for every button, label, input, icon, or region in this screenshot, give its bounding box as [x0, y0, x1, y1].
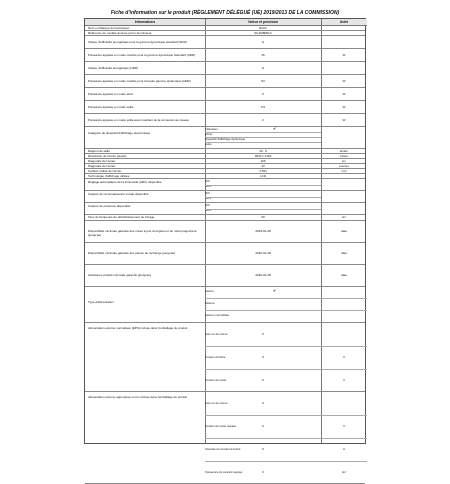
row-label: Capteur de présence disponible	[88, 204, 131, 208]
selected-check-icon: ✔	[273, 288, 277, 293]
row-value: 0	[262, 423, 264, 428]
option-label: OUI	[205, 191, 210, 195]
row-label: Alimentation externe normalisée (EPS) incluse dans l'emballage du produit	[88, 326, 188, 330]
row-value: 2029-01-28	[255, 229, 271, 233]
item-label: Tension d'entrée	[205, 354, 226, 359]
option-divider	[205, 185, 321, 186]
row-value: G	[261, 39, 265, 44]
table-row	[85, 101, 365, 114]
external-psu-group	[85, 323, 365, 392]
row-value: 0	[262, 354, 264, 359]
table-row	[85, 243, 365, 265]
option-divider	[205, 310, 367, 311]
option-label: Écran	[205, 132, 213, 136]
row-value: 109	[260, 158, 266, 163]
row-label: Diagonale de l'écran	[88, 163, 116, 168]
row-label: Type d'alimentation	[88, 300, 114, 304]
row-unit: cm²	[341, 168, 347, 173]
item-divider	[205, 461, 367, 462]
item-divider	[205, 369, 367, 370]
row-value: 0	[262, 377, 264, 382]
option-label: NON	[205, 184, 212, 188]
yes-no-row	[85, 203, 365, 215]
row-unit: pixels	[340, 153, 348, 158]
row-unit: W	[342, 91, 346, 96]
item-label: Fréquence du courant requise	[205, 469, 243, 474]
row-label: Résolution de l'écran (pixels)	[88, 153, 127, 158]
item-label: Intensité du courant à fournir	[205, 446, 241, 451]
item-label: Tension de sortie	[205, 377, 227, 382]
row-label: Alimentation externe appropriée si non incluse dans l'emballage du produit	[88, 395, 187, 399]
yes-no-row	[85, 179, 365, 191]
item-label: Nom ou de norme	[205, 331, 228, 336]
row-value: G	[261, 65, 265, 70]
column-header-information: Informations	[85, 19, 205, 26]
row-value: 0	[262, 469, 264, 474]
row-unit: date	[341, 273, 347, 277]
item-label: Tension de sortie requise	[205, 423, 237, 428]
row-unit: cm	[342, 158, 346, 163]
row-unit: date	[341, 229, 347, 233]
row-value: 0	[262, 446, 264, 451]
row-unit: V	[342, 377, 345, 382]
row-unit: W	[342, 78, 346, 83]
row-label: Nom ou Marque du fournisseur	[88, 25, 130, 30]
column-header-value: Valeur et précision	[205, 19, 321, 26]
option-divider	[205, 197, 321, 198]
display-type-row	[85, 127, 365, 149]
table-row	[85, 75, 365, 88]
table-row	[85, 88, 365, 101]
item-divider	[205, 438, 367, 439]
row-label: Catégorie de dispositif d'affichage électronique	[88, 131, 151, 135]
row-label: Disponibilité minimale garantie des pièces de rechange (jusqu'au)	[88, 251, 176, 255]
row-value: 0.5	[260, 104, 266, 109]
column-header-unit: Unité	[321, 19, 367, 26]
option-divider	[205, 298, 367, 299]
product-information-sheet	[84, 18, 366, 474]
row-label: Puissance appelée en mode marche pour la gamme dynamique Standard (SDR)	[88, 52, 196, 57]
row-unit: A	[342, 446, 345, 451]
selected-check-icon: ✔	[273, 126, 277, 131]
row-unit: pouces	[339, 163, 349, 168]
row-value: 2030-01-28	[255, 251, 271, 255]
row-label: Taux de fréquence de rafraîchissement de l'image	[88, 215, 155, 219]
row-value: 0	[262, 331, 264, 336]
row-value: 4 844	[259, 168, 267, 173]
option-label: Externe	[205, 301, 215, 305]
row-label: Capteur de reconnaissance vocale disponible	[88, 192, 149, 196]
page-title: Fiche d'information sur le produit (RÈGLEMENT DÉLÉGUÉ (UE) 2019/2013 DE LA COMMISSION)	[110, 10, 340, 16]
row-value: 54	[261, 78, 265, 83]
table-row	[85, 36, 365, 49]
table-row	[85, 221, 365, 243]
option-label: NON	[205, 196, 212, 200]
row-value: 0	[262, 91, 264, 96]
item-label: Nom ou de norme	[205, 400, 228, 405]
row-label: Diagonale de l'écran	[88, 158, 116, 163]
row-value: Ricoh	[259, 25, 267, 30]
item-divider	[205, 415, 367, 416]
row-unit: date	[341, 251, 347, 255]
row-label: Rapport de taille	[88, 148, 110, 153]
row-label: Référence du modèle donnée par le fournisseur	[88, 30, 152, 35]
option-label: OUI	[205, 179, 210, 183]
row-value: 45	[261, 52, 265, 57]
row-label: Disponibilité minimale garantie des mises à jour du logiciel et du microprogramme (jusqu'au)	[88, 229, 197, 237]
row-value: 0	[262, 400, 264, 405]
row-value: 60-4M8M8-X	[254, 30, 272, 35]
option-label: OUI	[205, 203, 210, 207]
row-value: LCD	[259, 173, 266, 178]
table-row	[85, 49, 365, 62]
row-value: 2030-01-28	[255, 273, 271, 277]
option-label: Autre	[205, 142, 212, 146]
table-row	[85, 265, 365, 287]
row-label: Puissance appelée en mode arrêt	[88, 91, 133, 96]
row-label: Puissance appelée en mode marche pour la haute gamme dynamique (HDR)	[88, 78, 191, 83]
row-unit: Entier	[340, 148, 348, 153]
table-row	[85, 114, 365, 127]
row-unit: V	[342, 354, 345, 359]
option-label: Interne	[205, 289, 214, 293]
row-label: Puissance appelée en mode veille avec maintien de la connexion au réseau	[88, 117, 189, 122]
row-label: Réglage automatique de la luminosité (ABC) disponible	[88, 180, 162, 184]
row-value: 16 : 9	[259, 148, 267, 153]
row-value: 2	[262, 117, 264, 122]
option-divider	[205, 209, 321, 210]
row-unit: W	[342, 104, 346, 109]
row-label: Classe d'efficacité énergétique (HDR)	[88, 65, 139, 70]
option-label: Externe normalisée	[205, 313, 230, 317]
row-unit: W	[342, 117, 346, 122]
row-unit: W	[342, 52, 346, 57]
row-value: 3840 x 2160	[254, 153, 272, 158]
row-value: 43	[261, 163, 265, 168]
row-label: Assistance produit minimale garantie (jusqu'au)	[88, 273, 151, 277]
adapted-psu-group	[85, 392, 365, 484]
row-label: Surface visible de l'écran	[88, 168, 122, 173]
row-unit: V	[342, 423, 345, 428]
option-label: Dispositif d'affichage dynamique	[205, 137, 245, 141]
row-label: Technologie d'affichage utilisée	[88, 173, 130, 178]
yes-no-row	[85, 191, 365, 203]
row-label: Puissance appelée en mode veille	[88, 104, 134, 109]
row-unit: Hz	[342, 469, 346, 474]
table-row	[85, 62, 365, 75]
row-unit: Hz	[342, 215, 346, 219]
row-label: Classe d'efficacité énergétique pour la gamme dynamique standard (SDR)	[88, 39, 187, 44]
option-label: NON	[205, 208, 212, 212]
power-type-row	[85, 287, 365, 323]
option-label: Téléviseur	[205, 127, 218, 131]
item-divider	[205, 346, 367, 347]
row-value: 60	[261, 215, 265, 219]
